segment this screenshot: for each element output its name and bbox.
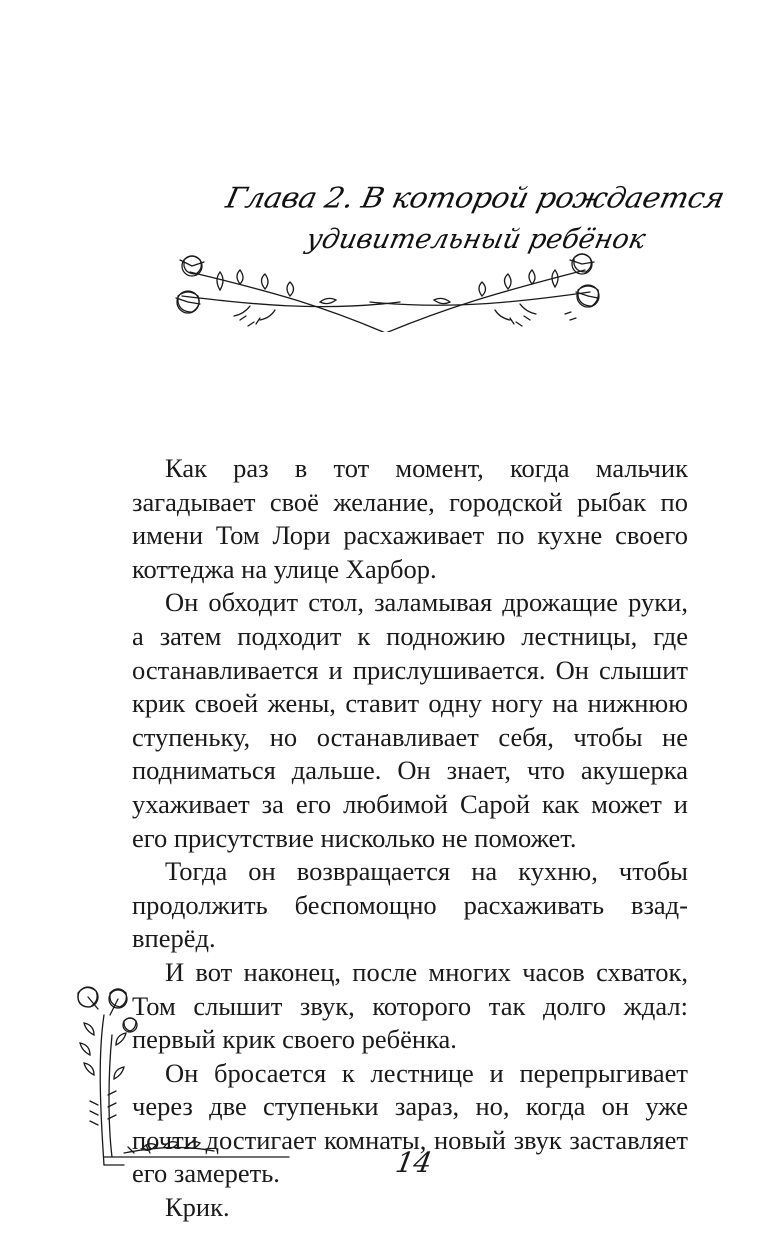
chapter-heading bbox=[170, 180, 728, 330]
chapter-subtitle: удивительный ребёнок bbox=[303, 224, 649, 255]
paragraph: И вот наконец, после многих часов схваток, Том слышит звук, которого так долго ждал: первый крик своего ребёнка. bbox=[132, 956, 688, 1055]
floral-divider-icon bbox=[170, 232, 600, 332]
paragraph: Крик. bbox=[165, 1192, 230, 1223]
page-number: 14 bbox=[393, 1146, 435, 1179]
paragraph: Тогда он возвращается на кухню, чтобы продолжить беспомощно расхаживать взад-вперёд. bbox=[132, 856, 688, 954]
corner-flowers-icon bbox=[64, 975, 294, 1175]
chapter-title: Глава 2. В которой рождается bbox=[222, 182, 728, 216]
paragraph: Он бросается к лестнице и перепрыгивает через две ступеньки зараз, но, когда он уже почти достигает комнаты, новый звук заставляет его замереть. bbox=[132, 1057, 688, 1189]
paragraph: Он обходит стол, заламывая дрожащие руки, а затем подходит к подножию лестницы, где останавливается и прислушивается. Он слышит крик своей жены, ставит одну ногу на нижнюю ступеньку, но останавливает себя, чтобы не подниматься дальше. Он знает, что акушерка ухаживает за его любимой Сарой как может и его присутствие нисколько не поможет. bbox=[132, 587, 688, 853]
paragraph: Как раз в тот момент, когда мальчик загадывает своё желание, городской рыбак по имени Том Лори расхаживает по кухне своего коттеджа на улице Харбор. bbox=[132, 453, 688, 584]
